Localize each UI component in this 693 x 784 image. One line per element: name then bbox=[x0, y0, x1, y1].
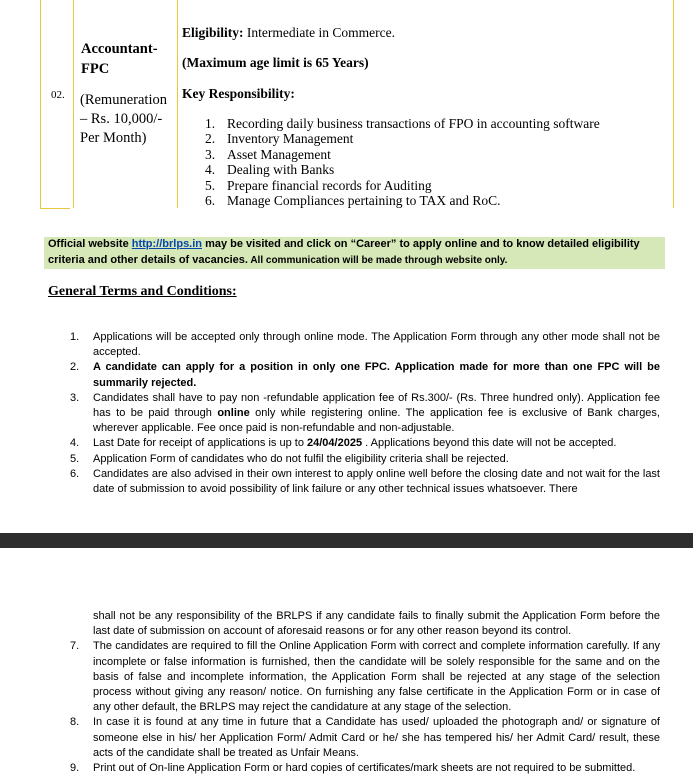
age-limit: (Maximum age limit is 65 Years) bbox=[182, 55, 369, 70]
list-item: 2. A candidate can apply for a position in only one FPC. Application made for more than one FPC will be summarily rejected. bbox=[70, 361, 660, 389]
list-item: 1. Recording daily business transactions of FPO in accounting software bbox=[205, 116, 600, 131]
official-website-notice: Official website http://brlps.in may be visited and click on “Career” to apply online and to know detailed eligibility criteria and other details of vacancies. All communication will be made through website only. bbox=[44, 237, 665, 269]
key-responsibility-label: Key Responsibility: bbox=[182, 86, 295, 101]
table-right-border bbox=[673, 0, 674, 208]
responsibility-list bbox=[205, 116, 665, 208]
list-item: 4. Last Date for receipt of applications is up to 24/04/2025 . Applications beyond this date will not be accepted. bbox=[70, 437, 617, 450]
term-6-continuation: shall not be any responsibility of the BRLPS if any candidate fails to finally submit the Application Form before the last date of submission on account of aforesaid reasons or for any other reason beyond its control. bbox=[93, 610, 660, 638]
post-title: Accountant- FPC bbox=[81, 41, 158, 77]
terms-list-page2 bbox=[70, 609, 660, 776]
page-break-divider bbox=[0, 533, 693, 548]
list-item: 6. Candidates are also advised in their own interest to apply online well before the closing date and not wait for the last date of submission to avoid possibility of link failure or any other technical issues whatsoever. There bbox=[70, 467, 660, 496]
list-item: 5. Application Form of candidates who do not fulfil the eligibility criteria shall be rejected. bbox=[70, 452, 509, 465]
list-item: 9. Print out of On-line Application Form or hard copies of certificates/mark sheets are not required to be submitted. bbox=[70, 762, 636, 775]
table-col-divider-2 bbox=[177, 0, 178, 208]
remuneration: (Remuneration – Rs. 10,000/- Per Month) bbox=[80, 92, 167, 146]
list-item: 7. The candidates are required to fill the Online Application Form with correct and complete information carefully. If any incomplete or false information is furnished, then the candidate will be solely responsible for the same and on the basis of false and incomplete information, the Application Form shall be rejected at any stage of the selection process without giving any reason/ notice. On furnishing any false certificate in the Application Form or in case of any other default, the BRLPS may reject the candidature at any stage of the selection. bbox=[70, 640, 660, 714]
list-item: 5. Prepare financial records for Auditing bbox=[205, 177, 432, 193]
eligibility-line: Eligibility: Intermediate in Commerce. bbox=[182, 25, 395, 40]
terms-heading: General Terms and Conditions: bbox=[48, 284, 237, 299]
row-serial: 02. bbox=[51, 89, 65, 101]
list-item: 4. Dealing with Banks bbox=[205, 162, 335, 178]
table-col-divider-1 bbox=[73, 0, 74, 208]
list-item: 3. Candidates shall have to pay non -refundable application fee of Rs.300/- (Rs. Three hundred only). Application fee has to be paid through online only while registering online. The application fee is exclusive of Bank charges, wherever applicable. Fee once paid is non-refundable and non-adjustable. bbox=[70, 391, 660, 435]
table-bottom-border bbox=[40, 208, 70, 209]
list-item: 8. In case it is found at any time in future that a Candidate has used/ uploaded the photograph and/ or signature of someone else in his/ her Application Form/ Admit Card or he/ she has tempered his/ her Admit Card/ result, these acts of the candidate shall be treated as Unfair Means. bbox=[70, 716, 660, 759]
terms-list-page1 bbox=[70, 330, 660, 497]
list-item: 3. Asset Management bbox=[205, 146, 331, 162]
table-left-border bbox=[40, 0, 41, 208]
website-link[interactable]: http://brlps.in bbox=[131, 238, 203, 250]
list-item: 2. Inventory Management bbox=[205, 131, 354, 147]
list-item: 6. Manage Compliances pertaining to TAX and RoC. bbox=[205, 193, 501, 209]
list-item: 1. Applications will be accepted only through online mode. The Application Form through any other mode shall not be accepted. bbox=[70, 331, 660, 359]
